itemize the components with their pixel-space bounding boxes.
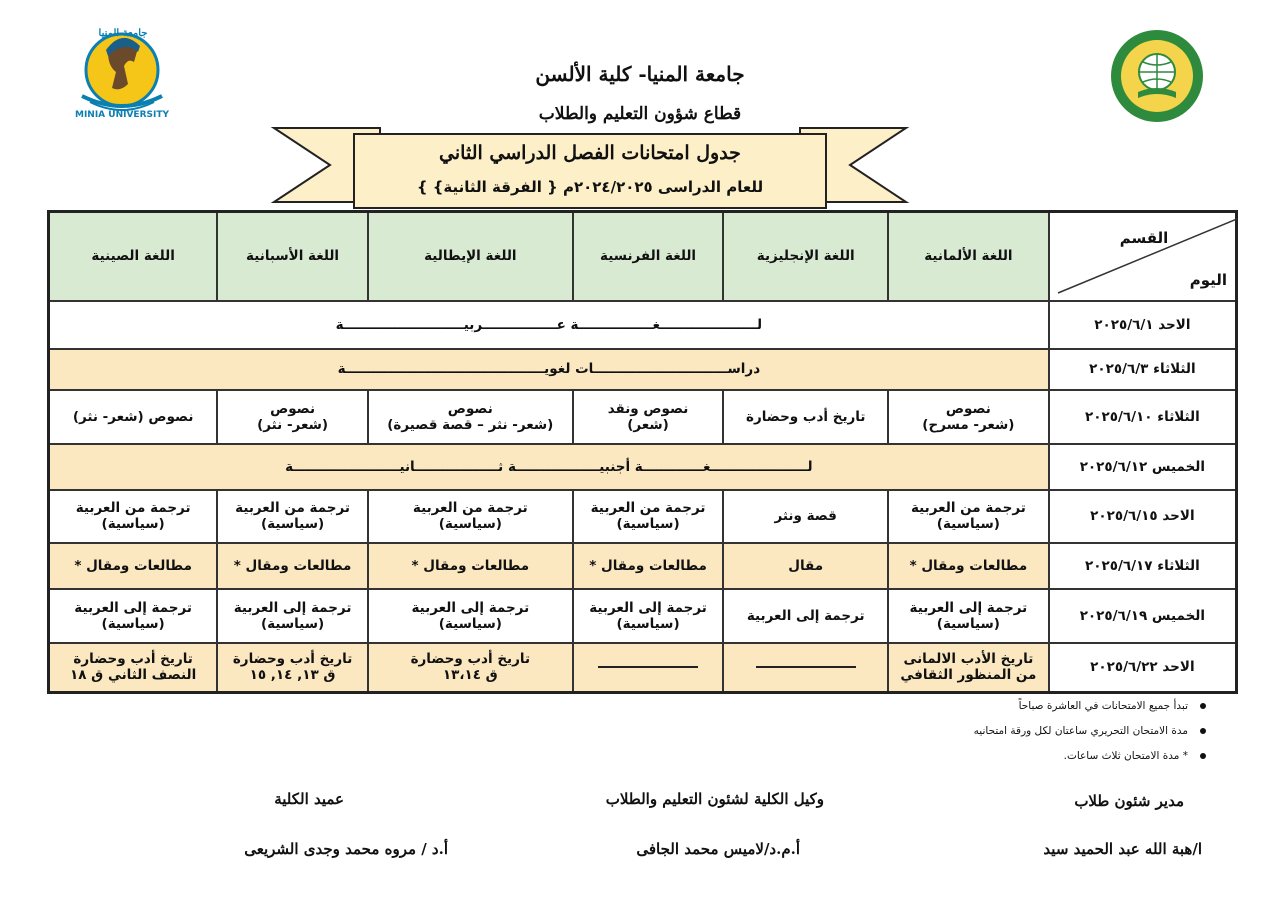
faculty-alsun-logo	[1108, 28, 1206, 124]
exam-cell: مطالعات ومقال *	[49, 543, 218, 589]
exam-cell: تاريخ أدب وحضارة ق ١٣،١٤	[368, 643, 573, 693]
dash-line	[756, 666, 856, 668]
schedule-title: جدول امتحانات الفصل الدراسي الثاني	[439, 142, 741, 164]
corner-day-label: اليوم	[1189, 271, 1228, 289]
exam-cell: تاريخ أدب وحضارة النصف الثاني ق ١٨	[49, 643, 218, 693]
empty-exam-cell	[723, 643, 888, 693]
exam-cell: نصوص (شعر- نثر)	[217, 390, 368, 444]
exam-cell: نصوص (شعر- نثر – قصة قصيرة)	[368, 390, 573, 444]
exam-cell: ترجمة إلى العربية (سياسية)	[573, 589, 724, 643]
minia-university-logo	[68, 22, 176, 126]
col-chinese: اللغة الصينية	[49, 212, 218, 302]
vice-dean-title: وكيل الكلية لشئون التعليم والطلاب	[605, 790, 824, 808]
shared-exam-cell: دراســـــــــــــــــــــــــــــات لغويـــــــــــــــــــــــــــــــــــــــــــة	[49, 349, 1049, 390]
day-cell: الاحد ٢٠٢٥/٦/١	[1049, 301, 1237, 349]
table-row	[49, 301, 1237, 349]
note-item: * مدة الامتحان ثلاث ساعات.	[606, 750, 1206, 762]
exam-cell: مطالعات ومقال *	[217, 543, 368, 589]
day-cell: الثلاثاء ٢٠٢٥/٦/٣	[1049, 349, 1237, 390]
exam-cell: قصة ونثر	[723, 490, 888, 544]
shared-exam-cell: لـــــــــــــــــــــغـــــــــــــة أجنبيــــــــــــــــــة ثــــــــــــــــــانيـــــــــــــــــــــــة	[49, 444, 1049, 490]
academic-year: للعام الدراسى ٢٠٢٤/٢٠٢٥م { الفرقة الثانية} }	[416, 178, 764, 196]
exam-cell: ترجمة إلى العربية (سياسية)	[368, 589, 573, 643]
bullet-icon	[1200, 753, 1206, 759]
exam-cell: ترجمة من العربية (سياسية)	[217, 490, 368, 544]
table-row	[49, 490, 1237, 544]
exam-cell: مقال	[723, 543, 888, 589]
corner-dept-label: القسم	[1119, 229, 1169, 247]
exam-cell: ترجمة إلى العربية (سياسية)	[888, 589, 1049, 643]
table-row	[49, 643, 1237, 693]
day-cell: الثلاثاء ٢٠٢٥/٦/١٧	[1049, 543, 1237, 589]
exam-cell: مطالعات ومقال *	[888, 543, 1049, 589]
student-affairs-title: مدير شئون طلاب	[1074, 792, 1184, 810]
exam-cell: تاريخ أدب وحضارة	[723, 390, 888, 444]
bullet-icon	[1200, 703, 1206, 709]
empty-exam-cell	[573, 643, 724, 693]
col-french: اللغة الفرنسية	[573, 212, 724, 302]
day-cell: الثلاثاء ٢٠٢٥/٦/١٠	[1049, 390, 1237, 444]
corner-cell	[1049, 212, 1237, 302]
exam-cell: مطالعات ومقال *	[368, 543, 573, 589]
exam-cell: ترجمة من العربية (سياسية)	[573, 490, 724, 544]
table-row	[49, 390, 1237, 444]
logo-english-caption: MINIA UNIVERSITY	[74, 110, 169, 120]
exam-cell: ترجمة من العربية (سياسية)	[368, 490, 573, 544]
exam-cell: ترجمة من العربية (سياسية)	[49, 490, 218, 544]
table-row	[49, 543, 1237, 589]
exam-cell: ترجمة من العربية (سياسية)	[888, 490, 1049, 544]
table-header-row	[49, 212, 1237, 302]
day-cell: الاحد ٢٠٢٥/٦/٢٢	[1049, 643, 1237, 693]
dean-name: أ.د / مروه محمد وجدى الشريعى	[244, 840, 448, 858]
table-row	[49, 444, 1237, 490]
dean-title: عميد الكلية	[274, 790, 344, 808]
exam-cell: ترجمة إلى العربية (سياسية)	[217, 589, 368, 643]
day-cell: الاحد ٢٠٢٥/٦/١٥	[1049, 490, 1237, 544]
university-title: جامعة المنيا- كلية الألسن	[535, 62, 745, 86]
exam-cell: نصوص (شعر- نثر)	[49, 390, 218, 444]
exam-cell: نصوص ونقد (شعر)	[573, 390, 724, 444]
title-ribbon	[270, 124, 910, 210]
notes-list	[606, 700, 1206, 775]
sector-title: قطاع شؤون التعليم والطلاب	[538, 104, 742, 124]
shared-exam-cell: لـــــــــــــــــــــغــــــــــــــــة عــــــــــــــــربيــــــــــــــــــــــــــة	[49, 301, 1049, 349]
bullet-icon	[1200, 728, 1206, 734]
col-spanish: اللغة الأسبانية	[217, 212, 368, 302]
exam-cell: مطالعات ومقال *	[573, 543, 724, 589]
exam-cell: تاريخ أدب وحضارة ق ١٣, ١٤, ١٥	[217, 643, 368, 693]
col-italian: اللغة الإيطالية	[368, 212, 573, 302]
day-cell: الخميس ٢٠٢٥/٦/١٩	[1049, 589, 1237, 643]
dash-line	[598, 666, 698, 668]
col-german: اللغة الألمانية	[888, 212, 1049, 302]
exam-cell: تاريخ الأدب الالمانى من المنظور الثقافي	[888, 643, 1049, 693]
faculty-seal-icon	[1108, 28, 1206, 124]
exam-cell: نصوص (شعر- مسرح)	[888, 390, 1049, 444]
table-row	[49, 349, 1237, 390]
day-cell: الخميس ٢٠٢٥/٦/١٢	[1049, 444, 1237, 490]
note-item: مدة الامتحان التحريري ساعتان لكل ورقة امتحانيه	[606, 725, 1206, 737]
note-item: تبدأ جميع الامتحانات في العاشرة صباحاً	[606, 700, 1206, 712]
vice-dean-name: أ.م.د/لاميس محمد الجافى	[636, 840, 800, 858]
exam-cell: ترجمة إلى العربية (سياسية)	[49, 589, 218, 643]
logo-arabic-caption: جامعة المنيا	[98, 28, 148, 39]
student-affairs-name: ا/هبة الله عبد الحميد سيد	[1043, 840, 1202, 858]
col-english: اللغة الإنجليزية	[723, 212, 888, 302]
exam-cell: ترجمة إلى العربية	[723, 589, 888, 643]
exam-schedule-table	[47, 210, 1238, 694]
table-row	[49, 589, 1237, 643]
